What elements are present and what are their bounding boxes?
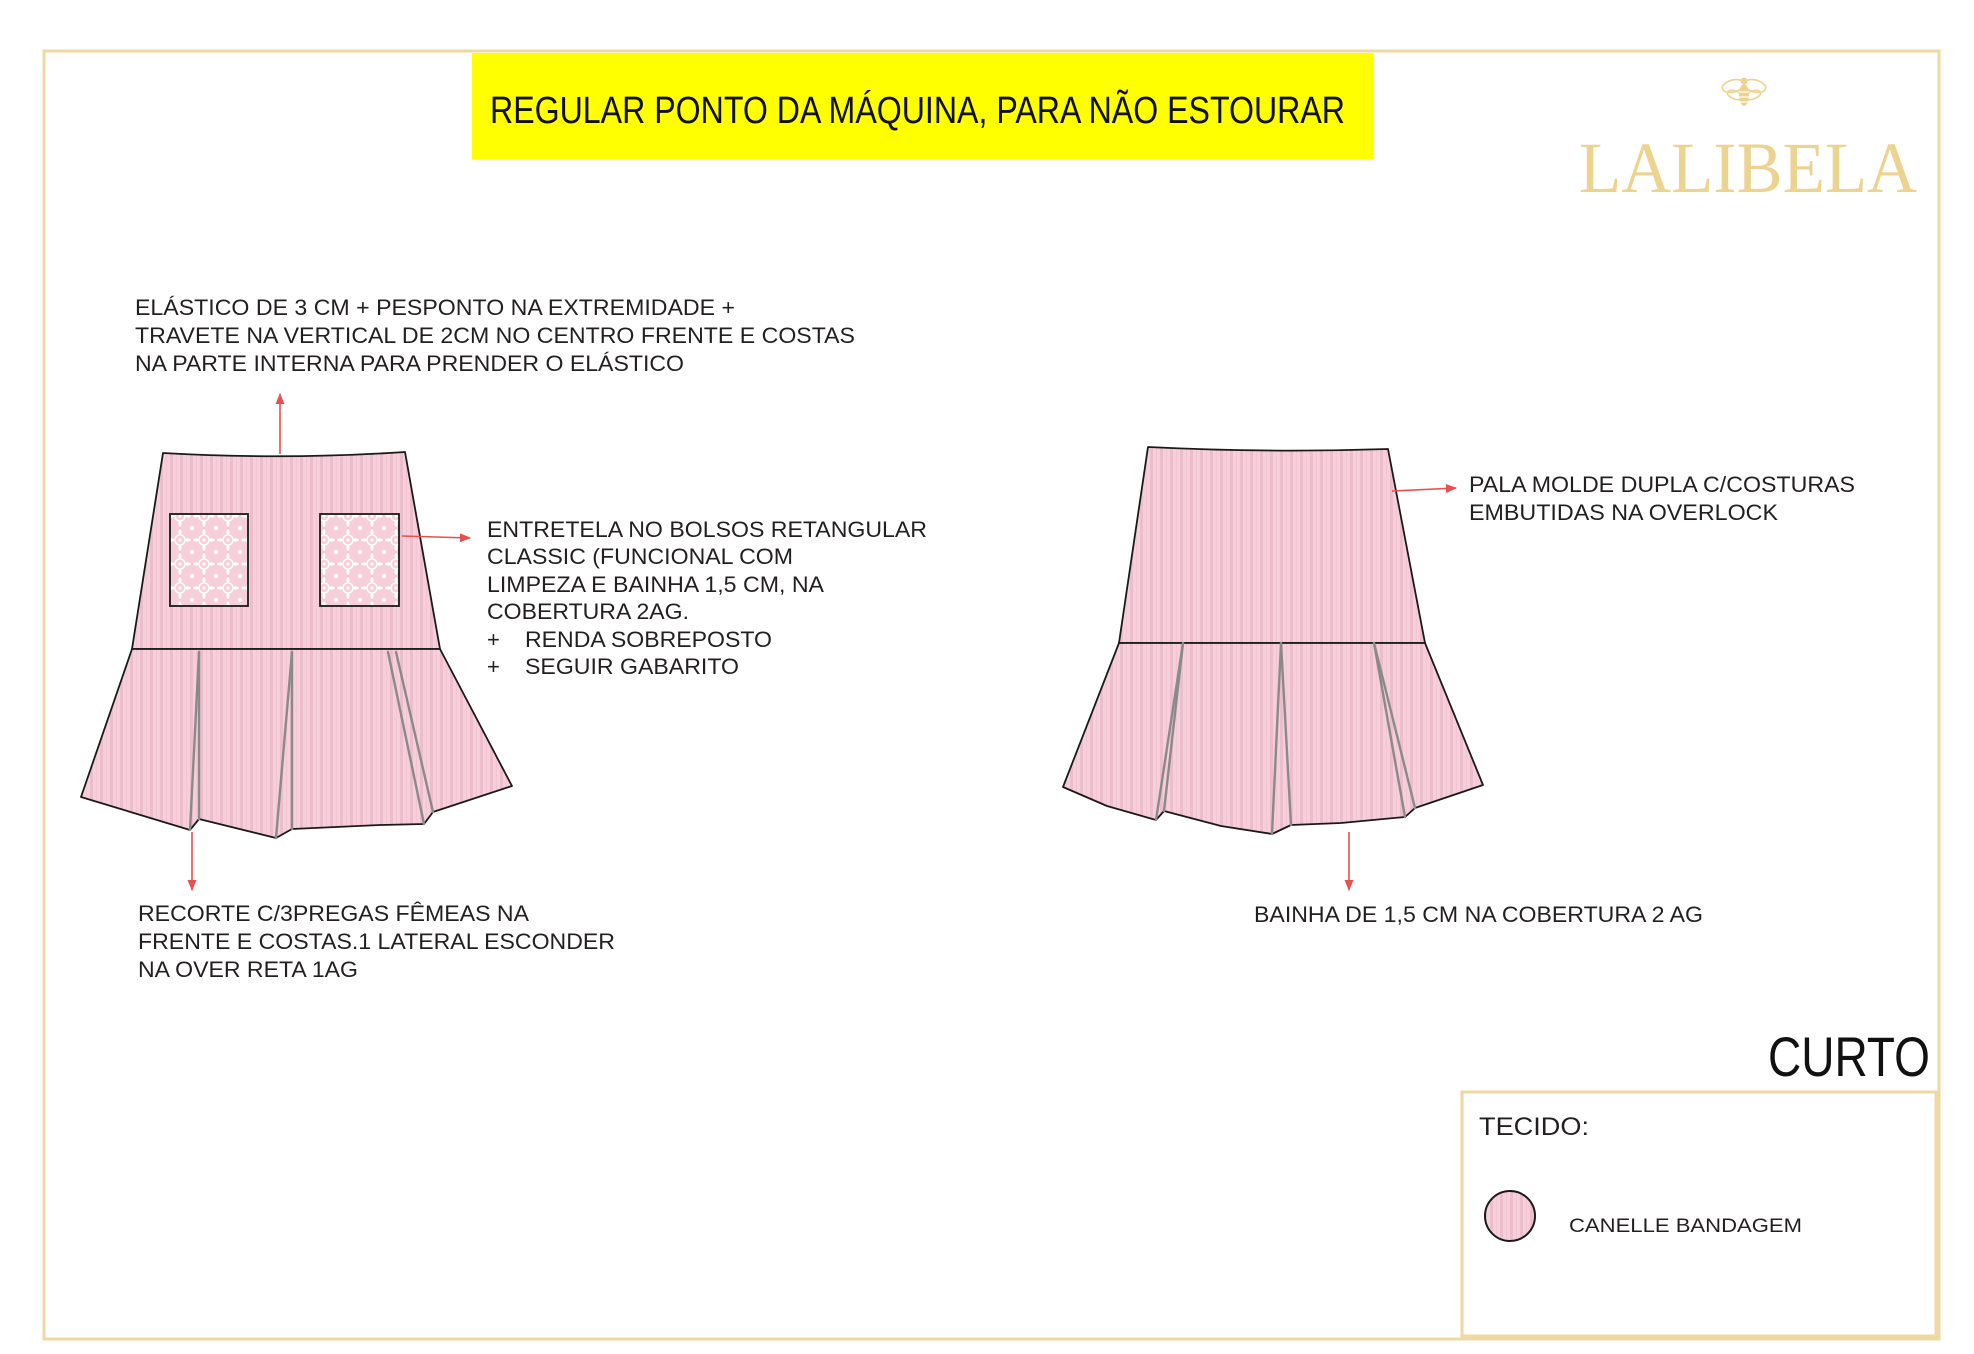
note-line: NA PARTE INTERNA PARA PRENDER O ELÁSTICO [135, 351, 684, 376]
banner-text: REGULAR PONTO DA MÁQUINA, PARA NÃO ESTOURAR [490, 90, 1502, 132]
front-pocket-left [170, 514, 248, 606]
brand-name: LALIBELA [1579, 128, 1917, 208]
note-line: CLASSIC (FUNCIONAL COM [487, 544, 793, 569]
yoke-note [1469, 472, 1855, 525]
note-line: NA OVER RETA 1AG [138, 957, 358, 982]
pleats-note [138, 901, 615, 982]
bullet-text: SEGUIR GABARITO [525, 654, 739, 679]
fabric-box [1462, 1092, 1936, 1336]
bullet-marker: + [487, 654, 500, 679]
length-label: CURTO [1768, 1025, 1930, 1088]
note-line: EMBUTIDAS NA OVERLOCK [1469, 500, 1779, 525]
bullet-marker: + [487, 627, 500, 652]
waistband-note [135, 295, 855, 376]
note-line: RECORTE C/3PREGAS FÊMEAS NA [138, 901, 530, 926]
brand-logo [1579, 77, 1917, 208]
note-line: ENTRETELA NO BOLSOS RETANGULAR [487, 517, 927, 542]
note-line: FRENTE E COSTAS.1 LATERAL ESCONDER [138, 929, 615, 954]
fabric-swatch [1485, 1191, 1535, 1241]
yoke-callout-arrow [1392, 488, 1456, 491]
note-line: ELÁSTICO DE 3 CM + PESPONTO NA EXTREMIDADE + [135, 295, 736, 320]
bullet-text: RENDA SOBREPOSTO [525, 627, 772, 652]
note-line: BAINHA DE 1,5 CM NA COBERTURA 2 AG [1254, 902, 1703, 927]
hem-note [1254, 902, 1703, 927]
note-line: TRAVETE NA VERTICAL DE 2CM NO CENTRO FRENTE E COSTAS [135, 323, 855, 348]
front-skirt-drawing [81, 452, 512, 838]
fabric-heading: TECIDO: [1479, 1113, 1589, 1141]
note-line: LIMPEZA E BAINHA 1,5 CM, NA [487, 572, 825, 597]
bee-icon [1721, 77, 1767, 106]
back-yoke [1119, 447, 1425, 643]
note-line: PALA MOLDE DUPLA C/COSTURAS [1469, 472, 1855, 497]
pockets-note [487, 517, 927, 679]
note-line: COBERTURA 2AG. [487, 599, 689, 624]
fabric-name: CANELLE BANDAGEM [1569, 1216, 1802, 1237]
front-flounce [81, 649, 512, 838]
front-pocket-right [320, 514, 399, 606]
instruction-banner [472, 53, 1502, 159]
back-skirt-drawing [1063, 447, 1483, 834]
